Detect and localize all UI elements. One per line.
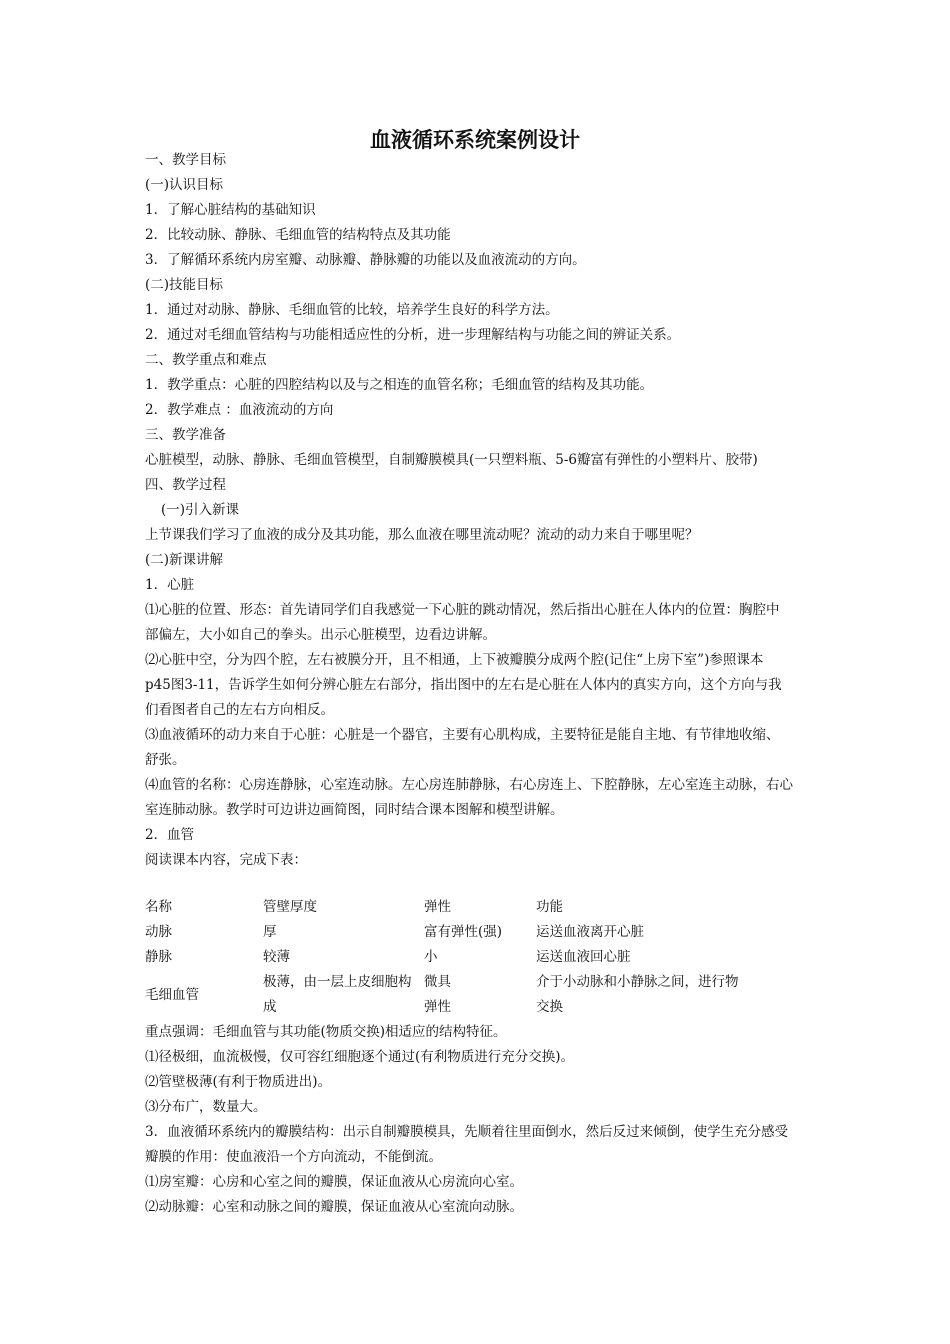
paragraph-line: 2．教学难点 ：血液流动的方向	[145, 402, 334, 418]
table-cell: 小	[424, 949, 438, 965]
paragraph-line: 1．教学重点：心脏的四腔结构以及与之相连的血管名称；毛细血管的结构及其功能。	[145, 377, 654, 393]
paragraph-line: 3．了解循环系统内房室瓣、动脉瓣、静脉瓣的功能以及血液流动的方向。	[145, 252, 586, 268]
paragraph-line: 重点强调：毛细血管与其功能(物质交换)相适应的结构特征。	[145, 1024, 507, 1040]
document-title: 血液循环系统案例设计	[370, 128, 580, 152]
paragraph-line: ⑵心脏中空，分为四个腔，左右被膜分开，且不相通，上下被瓣膜分成两个腔(记住“上房下室”)参照课本	[145, 652, 764, 668]
table-cell: 运送血液回心脏	[536, 949, 631, 965]
table-cell-line: 介于小动脉和小静脉之间，进行物	[536, 974, 739, 990]
paragraph-line: 们看图者自己的左右方向相反。	[145, 702, 334, 718]
table-cell: 静脉	[145, 949, 172, 965]
paragraph-line: 瓣膜的作用：使血液沿一个方向流动，不能倒流。	[145, 1149, 442, 1165]
table-header-cell: 功能	[536, 899, 563, 915]
paragraph-line: 舒张。	[145, 752, 186, 768]
table-cell	[424, 970, 451, 1020]
table-cell: 动脉	[145, 924, 172, 940]
table-header-row	[145, 895, 810, 920]
paragraph-line: ⑷血管的名称：心房连静脉，心室连动脉。左心房连肺静脉，右心房连上、下腔静脉，左心室连主动脉，右心	[145, 777, 793, 793]
paragraph-line: 室连肺动脉。教学时可边讲边画简图，同时结合课本图解和模型讲解。	[145, 802, 564, 818]
heading-objectives: 一、教学目标	[145, 152, 226, 168]
paragraph-line: ⑵动脉瓣：心室和动脉之间的瓣膜，保证血液从心室流向动脉。	[145, 1199, 523, 1215]
paragraph-line: ⑴房室瓣：心房和心室之间的瓣膜，保证血液从心房流向心室。	[145, 1174, 523, 1190]
heading-process: 四、教学过程	[145, 477, 226, 493]
subheading-cognitive: (一)认识目标	[145, 177, 224, 193]
paragraph-line: p45图3-11，告诉学生如何分辨心脏左右部分，指出图中的左右是心脏在人体内的真实方向，这个方向与我	[145, 677, 782, 693]
paragraph-line: ⑵管壁极薄(有利于物质进出)。	[145, 1074, 332, 1090]
table-row	[145, 945, 810, 970]
subheading-lecture: (二)新课讲解	[145, 552, 224, 568]
paragraph-line: 心脏模型，动脉、静脉、毛细血管模型，自制瓣膜模具(一只塑料瓶、5-6瓣富有弹性的小塑料片、胶带)	[145, 452, 758, 468]
table-header-cell: 名称	[145, 899, 172, 915]
table-cell: 厚	[263, 924, 277, 940]
table-row	[145, 970, 810, 1020]
body-section-b	[145, 1020, 810, 1220]
table-cell-line: 极薄，由一层上皮细胞构	[263, 974, 412, 990]
subheading-vessels: 2．血管	[145, 827, 195, 843]
paragraph-line: 上节课我们学习了血液的成分及其功能，那么血液在哪里流动呢？流动的动力来自于哪里呢？	[145, 527, 699, 543]
subheading-intro: (一)引入新课	[161, 502, 240, 518]
paragraph-line: 3．血液循环系统内的瓣膜结构：出示自制瓣膜模具，先顺着往里面倒水，然后反过来倾倒，使学生充分感受	[145, 1124, 789, 1140]
table-cell-line: 交换	[536, 999, 563, 1015]
paragraph-line: 1．通过对动脉、静脉、毛细血管的比较，培养学生良好的科学方法。	[145, 302, 559, 318]
subheading-heart: 1．心脏	[145, 577, 195, 593]
table-cell-line: 微具	[424, 974, 451, 990]
paragraph-line: 2．比较动脉、静脉、毛细血管的结构特点及其功能	[145, 227, 451, 243]
table-header-cell: 管壁厚度	[263, 899, 317, 915]
paragraph-line: ⑶血液循环的动力来自于心脏：心脏是一个器官，主要有心肌构成，主要特征是能自主地、有节律地收缩、	[145, 727, 780, 743]
table-cell: 较薄	[263, 949, 290, 965]
table-cell-line: 成	[263, 999, 277, 1015]
table-cell	[536, 970, 739, 1020]
table-row	[145, 920, 810, 945]
table-cell	[263, 970, 412, 1020]
paragraph-line: ⑴心脏的位置、形态：首先请同学们自我感觉一下心脏的跳动情况，然后指出心脏在人体内的位置：胸腔中	[145, 602, 780, 618]
heading-key-points: 二、教学重点和难点	[145, 352, 267, 368]
table-cell: 富有弹性(强)	[424, 924, 503, 940]
paragraph-line: ⑶分布广，数量大。	[145, 1099, 267, 1115]
vessel-table	[145, 895, 810, 1020]
paragraph-line: 部偏左，大小如自己的拳头。出示心脏模型，边看边讲解。	[145, 627, 496, 643]
body-section-a	[145, 148, 810, 873]
paragraph-line: 阅读课本内容，完成下表：	[145, 852, 307, 868]
table-cell: 毛细血管	[145, 987, 199, 1003]
table-header-cell: 弹性	[424, 899, 451, 915]
table-cell-line: 弹性	[424, 999, 451, 1015]
paragraph-line: 2．通过对毛细血管结构与功能相适应性的分析，进一步理解结构与功能之间的辨证关系。	[145, 327, 681, 343]
heading-preparation: 三、教学准备	[145, 427, 226, 443]
table-cell: 运送血液离开心脏	[536, 924, 644, 940]
paragraph-line: 1．了解心脏结构的基础知识	[145, 202, 316, 218]
paragraph-line: ⑴径极细，血流极慢，仅可容红细胞逐个通过(有利物质进行充分交换)。	[145, 1049, 575, 1065]
subheading-skills: (二)技能目标	[145, 277, 224, 293]
